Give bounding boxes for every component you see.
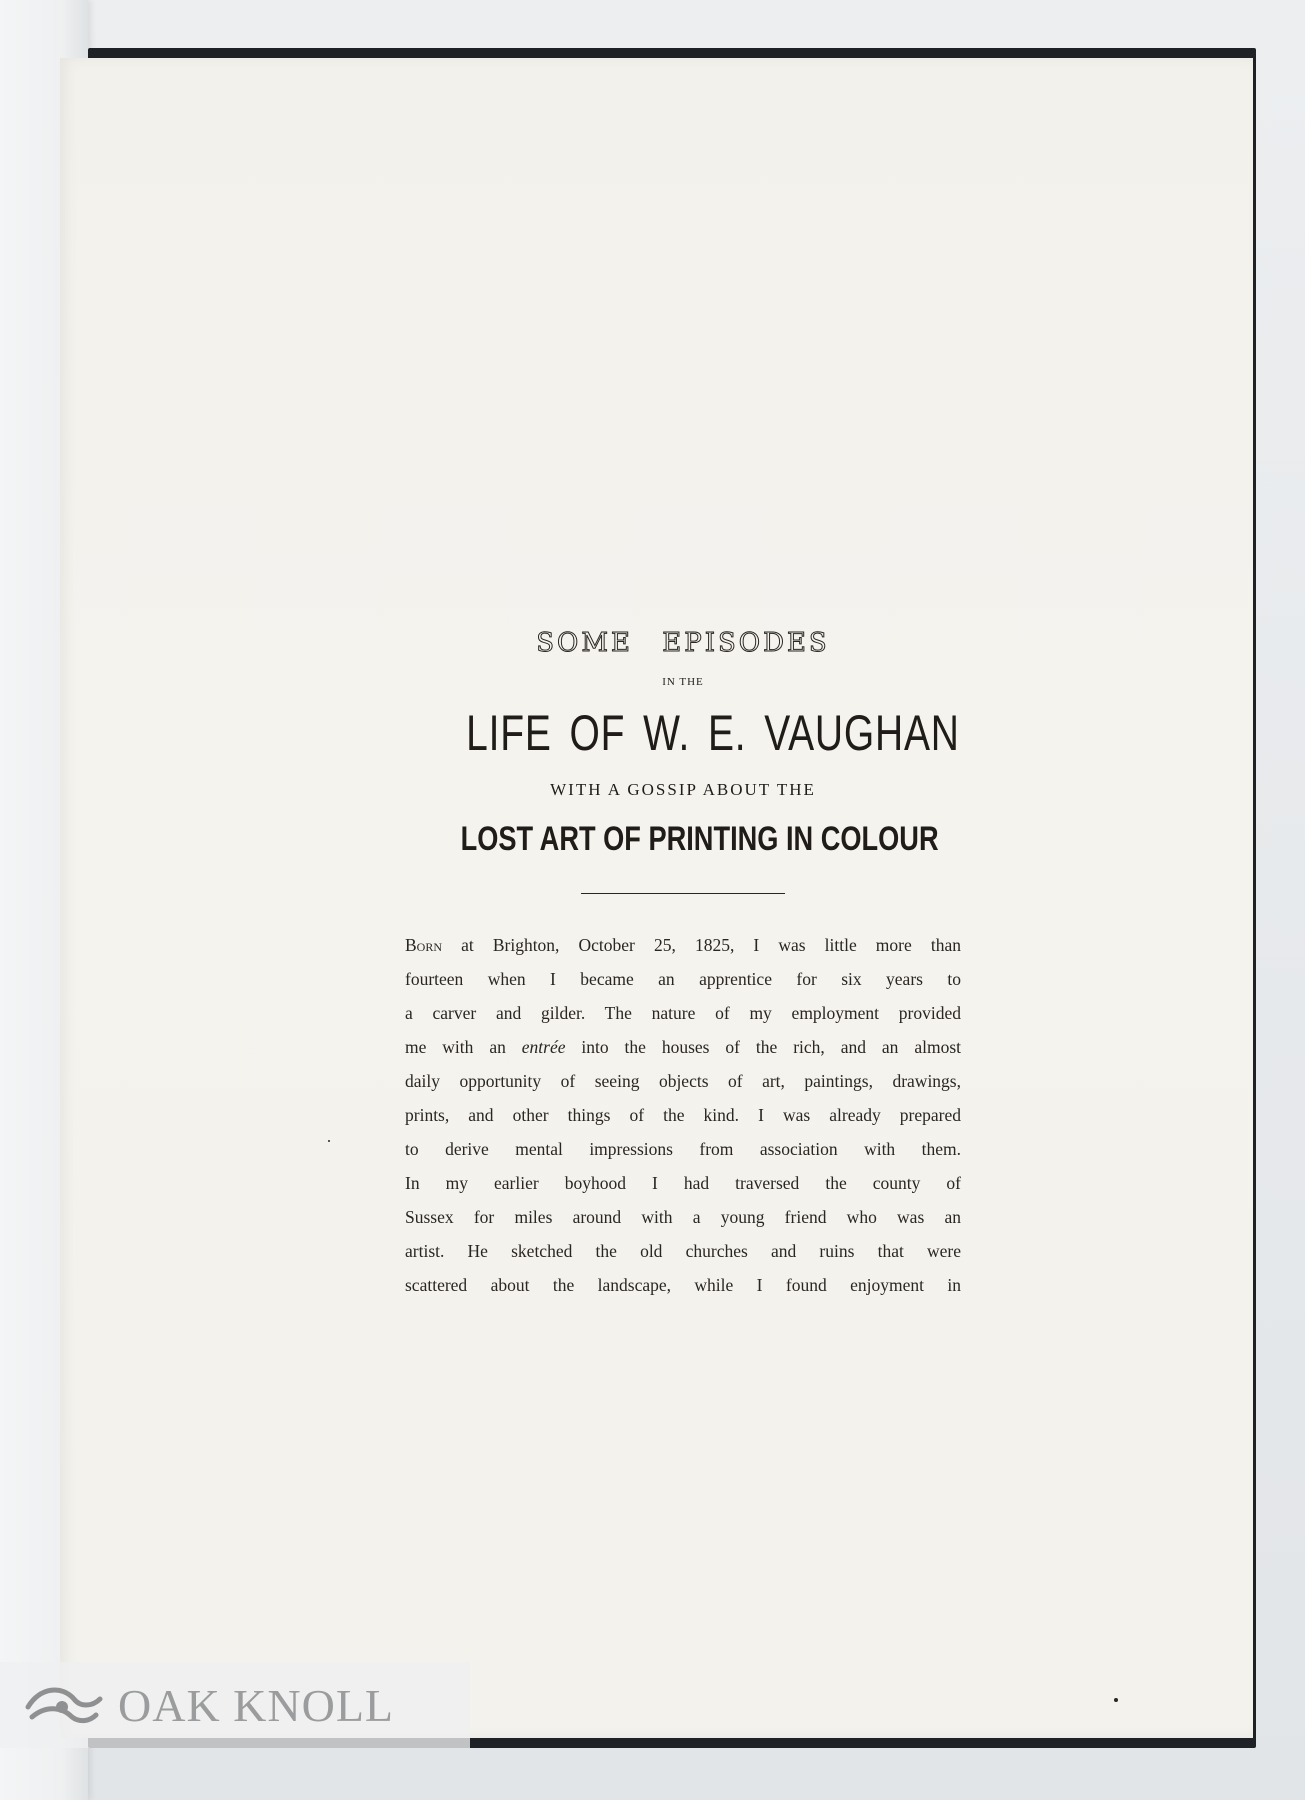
- connector-text: IN THE: [662, 676, 704, 688]
- body-line: In my earlier boyhood I had traversed the county of: [405, 1173, 961, 1193]
- body-paragraph: [405, 928, 961, 1302]
- body-line: Born at Brighton, October 25, 1825, I was little more than: [405, 935, 961, 955]
- paper-speck: [1114, 1698, 1118, 1702]
- subtitle: LOST ART OF PRINTING IN COLOUR: [460, 820, 939, 858]
- body-line: to derive mental impressions from association with them.: [405, 1139, 961, 1159]
- lead-word: Born: [405, 935, 443, 955]
- body-line: prints, and other things of the kind. I was already prepared: [405, 1105, 961, 1125]
- outline-heading: SOME EPISODES: [536, 628, 830, 658]
- body-line: Sussex for miles around with a young friend who was an: [405, 1207, 961, 1227]
- body-line: fourteen when I became an apprentice for six years to: [405, 969, 961, 989]
- watermark: [0, 1662, 470, 1748]
- title-page: [60, 58, 1253, 1738]
- body-line: artist. He sketched the old churches and ruins that were: [405, 1241, 961, 1261]
- paper-speck: [328, 1140, 330, 1142]
- body-line: me with an entrée into the houses of the rich, and an almost: [405, 1037, 961, 1057]
- body-line: scattered about the landscape, while I found enjoyment in: [405, 1275, 961, 1295]
- page-content: [405, 628, 961, 1302]
- oak-knoll-logo-icon: [22, 1677, 104, 1733]
- subtitle-line: WITH A GOSSIP ABOUT THE: [550, 780, 816, 799]
- italic-word: entrée: [521, 1037, 566, 1057]
- divider-rule: [581, 893, 785, 894]
- body-line: daily opportunity of seeing objects of art, paintings, drawings,: [405, 1071, 961, 1091]
- main-title: LIFE OF W. E. VAUGHAN: [466, 705, 960, 761]
- watermark-text: OAK KNOLL: [118, 1679, 395, 1731]
- body-line: a carver and gilder. The nature of my employment provided: [405, 1003, 961, 1023]
